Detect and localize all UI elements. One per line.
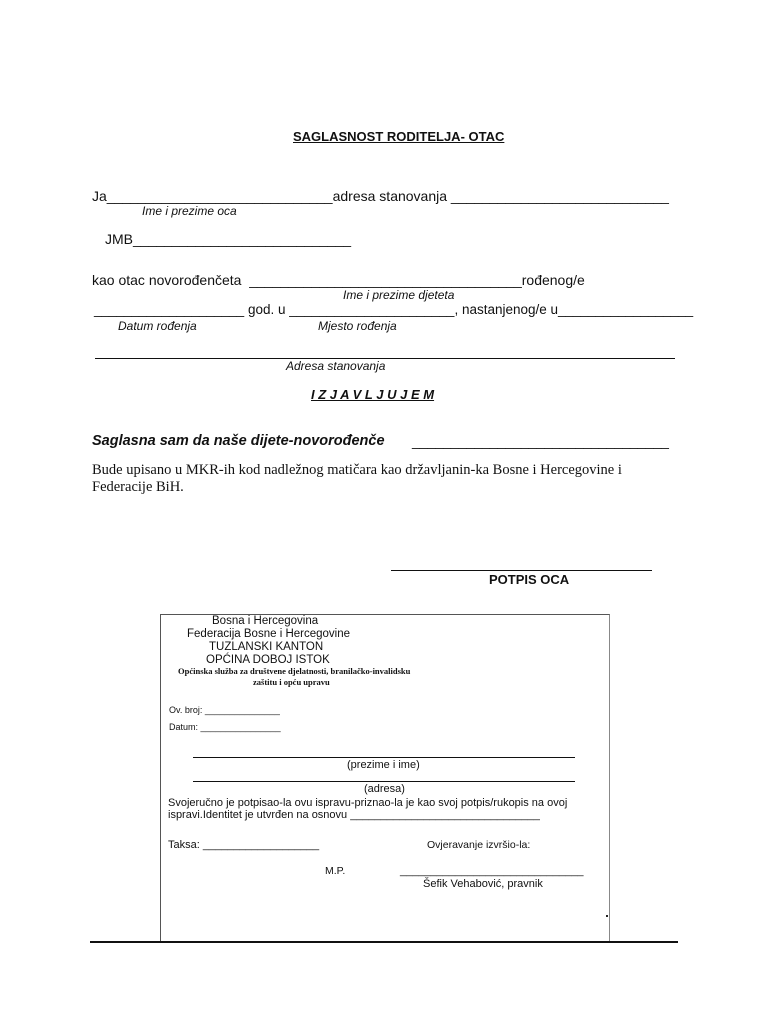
seal-placeholder: M.P. [325, 865, 346, 877]
address-label: adresa stanovanja [332, 188, 448, 204]
father-line [92, 189, 669, 203]
stamp-country: Bosna i Hercegovina [212, 615, 319, 627]
birth-date-field[interactable]: ____________________ [94, 302, 245, 317]
father-address-field[interactable]: ____________________________ [450, 188, 669, 204]
paragraph-line-1: Bude upisano u MKR-ih kod nadležnog matičara kao državljanin-ka Bosne i Hercegovine i [92, 462, 622, 478]
child-name-consent-field[interactable]: _________________________________ [412, 433, 669, 449]
stamp-federation: Federacija Bosne i Hercegovine [187, 628, 351, 640]
signature-label: POTPIS OCA [489, 572, 570, 587]
residence-field[interactable]: __________________ [558, 302, 694, 317]
page-title: SAGLASNOST RODITELJA- OTAC [293, 129, 505, 144]
bottom-rule [90, 941, 678, 943]
jmb-line [105, 232, 351, 246]
attestation-line-1: Svojeručno je potpisao-la ovu ispravu-priznao-la je kao svoj potpis/rukopis na ovoj [168, 797, 568, 809]
child-line [92, 273, 585, 287]
ov-number-label: Ov. broj: [169, 705, 203, 715]
caption-birth-date: Datum rođenja [118, 319, 197, 333]
ov-number-field[interactable]: _______________ [204, 705, 280, 715]
ja-label: Ja [92, 188, 107, 204]
child-address-field[interactable] [95, 358, 675, 359]
caption-child-address: Adresa stanovanja [286, 359, 386, 373]
date-label: Datum: [169, 722, 199, 732]
attestation-text: ispravi.Identitet je utvrđen na osnovu [168, 809, 348, 821]
identity-basis-field[interactable]: _______________________________ [350, 809, 540, 821]
address-caption: (adresa) [364, 783, 405, 795]
fee-field[interactable]: ___________________ [202, 839, 320, 851]
official-signature-field[interactable]: ______________________________ [400, 865, 584, 877]
date-field[interactable]: ________________ [200, 722, 281, 732]
resident-label: , nastanjenog/e u [454, 302, 559, 317]
father-of-label: kao otac novorođenčeta [92, 272, 242, 288]
caption-father-name: Ime i prezime oca [142, 204, 237, 218]
jmb-field[interactable]: ____________________________ [133, 231, 352, 247]
official-name: Šefik Vehabović, pravnik [423, 878, 543, 890]
declaration-heading: I Z J A V L J U J E M [311, 387, 435, 402]
caption-birth-place: Mjesto rođenja [318, 319, 397, 333]
certified-by-label: Ovjeravanje izvršio-la: [427, 839, 531, 851]
stamp-municipality: OPĆINA DOBOJ ISTOK [206, 654, 330, 666]
year-in-label: god. u [247, 302, 286, 317]
born-label: rođenog/e [521, 272, 585, 288]
name-caption: (prezime i ime) [347, 759, 420, 771]
stamp-canton: TUZLANSKI KANTON [209, 641, 324, 653]
attestation-line-2 [168, 810, 540, 821]
father-signature-field[interactable] [391, 570, 652, 571]
date-line [169, 723, 281, 732]
name-field[interactable] [193, 757, 575, 758]
stamp-service-line-1: Općinska služba za društvene djelatnosti, branilačko-invalidsku [178, 666, 411, 676]
jmb-label: JMB [105, 231, 133, 247]
birth-line [94, 303, 693, 317]
child-name-field[interactable]: ___________________________________ [249, 272, 522, 288]
fee-label: Taksa: [168, 839, 200, 851]
paragraph-line-2: Federacije BiH. [92, 479, 184, 495]
address-field[interactable] [193, 781, 575, 782]
caption-child-name: Ime i prezime djeteta [343, 288, 455, 302]
father-name-field[interactable]: _____________________________ [106, 188, 333, 204]
stamp-service-line-2: zaštitu i opću upravu [253, 677, 330, 687]
ov-number-line [169, 706, 280, 715]
fee-line [168, 840, 319, 851]
consent-statement: Saglasna sam da naše dijete-novorođenče [92, 433, 385, 449]
birth-place-field[interactable]: ______________________ [289, 302, 455, 317]
dot-mark [606, 915, 608, 917]
